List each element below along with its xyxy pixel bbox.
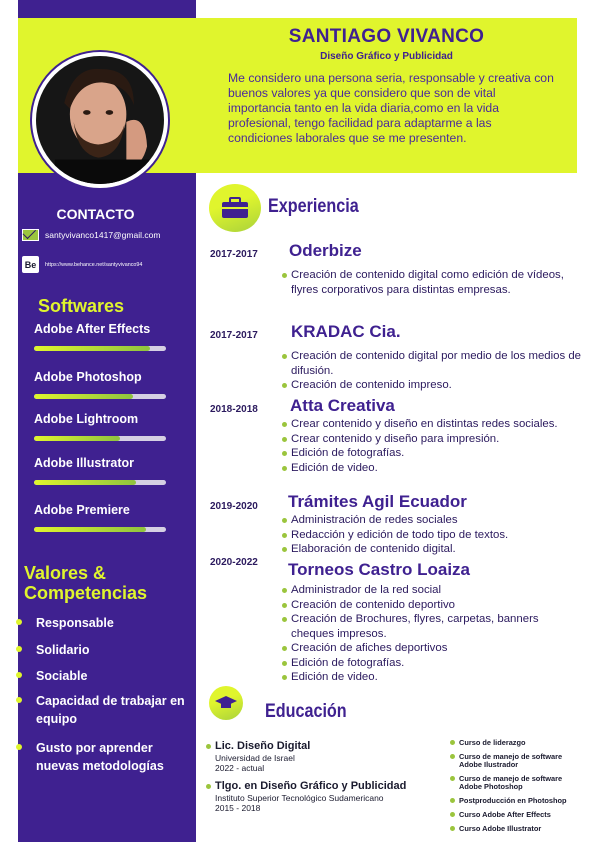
- skill-bar: [34, 394, 166, 399]
- bullet-icon: [16, 646, 22, 652]
- software-item: [34, 322, 174, 336]
- values-heading-line2: Competencias: [24, 583, 148, 603]
- software-name: Adobe Photoshop: [34, 370, 142, 384]
- job-task: Administración de redes sociales: [282, 513, 582, 528]
- email-icon: [22, 229, 39, 241]
- behance-icon: Be: [22, 256, 39, 273]
- skill-bar-fill: [34, 527, 146, 532]
- profile-photo: [32, 52, 168, 188]
- value-item: [16, 667, 191, 685]
- course-item: Curso de manejo de software Adobe Photoshop: [450, 775, 585, 791]
- job-task: Crear contenido y diseño para impresión.: [282, 432, 582, 447]
- software-name: Adobe Illustrator: [34, 456, 135, 470]
- job-task: Edición de fotografías.: [282, 656, 582, 671]
- job-task-list: [282, 513, 582, 557]
- software-name: Adobe Premiere: [34, 503, 130, 517]
- job-years: 2017-2017: [210, 249, 258, 260]
- email-row[interactable]: [22, 229, 160, 241]
- job-task: Administrador de la red social: [282, 583, 582, 598]
- job-task: Creación de contenido deportivo: [282, 598, 582, 613]
- value-item: [16, 739, 191, 775]
- course-list: [450, 739, 585, 839]
- degree-dates: 2015 - 2018: [215, 803, 261, 813]
- candidate-role: Diseño Gráfico y Publicidad: [320, 51, 453, 62]
- job-task: Crear contenido y diseño en distintas redes sociales.: [282, 417, 582, 432]
- job-task-list: [282, 268, 582, 297]
- value-text: Responsable: [36, 616, 114, 630]
- job-task-list: [282, 349, 582, 393]
- portrait-image: [36, 56, 164, 184]
- experience-heading: Experiencia: [268, 196, 359, 217]
- degree-item: [205, 740, 455, 773]
- bullet-icon: [16, 672, 22, 678]
- behance-row[interactable]: [22, 256, 142, 273]
- degree-item: [205, 780, 455, 813]
- job-task-list: [282, 417, 582, 475]
- values-heading: [24, 563, 147, 603]
- behance-link[interactable]: https://www.behance.net/santyvivanco94: [45, 261, 143, 268]
- values-heading-line1: Valores &: [24, 563, 107, 583]
- software-item: [34, 456, 174, 470]
- job-company: Torneos Castro Loaiza: [288, 560, 470, 579]
- degree-title: Lic. Diseño Digital: [205, 740, 455, 753]
- job-task-list: [282, 583, 582, 685]
- skill-bar: [34, 436, 166, 441]
- softwares-heading: Softwares: [38, 296, 125, 316]
- value-item: [16, 614, 191, 632]
- software-item: [34, 503, 174, 517]
- job-years: 2017-2017: [210, 330, 258, 341]
- job-company: KRADAC Cia.: [291, 322, 401, 341]
- about-text: Me considero una persona seria, responsable y creativa con buenos valores ya que considero que son de vital importancia tanto en la vida diaria,como en la vida profesional, tengo facilidad para adaptarme a las condiciones laborales que se me presenten.: [228, 71, 554, 145]
- job-task: Creación de contenido impreso.: [282, 378, 582, 393]
- software-name: Adobe After Effects: [34, 322, 151, 336]
- bullet-icon: [16, 744, 22, 750]
- job-company: Trámites Agil Ecuador: [288, 492, 467, 511]
- value-text: Solidario: [36, 643, 90, 657]
- job-task: Redacción y edición de todo tipo de textos.: [282, 528, 582, 543]
- job-task: Edición de video.: [282, 670, 582, 685]
- degree-school: Instituto Superior Tecnológico Sudamericano: [215, 793, 384, 803]
- contact-heading: CONTACTO: [56, 206, 135, 222]
- value-item: [16, 641, 191, 659]
- software-item: [34, 370, 174, 384]
- software-item: [34, 412, 174, 426]
- job-task: Edición de fotografías.: [282, 446, 582, 461]
- degree-dates: 2022 - actual: [215, 763, 265, 773]
- skill-bar: [34, 527, 166, 532]
- value-text: Sociable: [36, 669, 88, 683]
- job-task: Edición de video.: [282, 461, 582, 476]
- course-item: Curso de manejo de software Adobe Ilustrador: [450, 753, 585, 769]
- job-task: Creación de afiches deportivos: [282, 641, 582, 656]
- job-years: 2019-2020: [210, 501, 258, 512]
- job-task: Elaboración de contenido digital.: [282, 542, 582, 557]
- briefcase-icon: [209, 184, 261, 232]
- software-name: Adobe Lightroom: [34, 412, 139, 426]
- degree-school: Universidad de Israel: [215, 753, 295, 763]
- skill-bar-fill: [34, 480, 136, 485]
- job-task: Creación de contenido digital como edición de vídeos, flyres corporativos para distintas empresas.: [282, 268, 582, 297]
- skill-bar-fill: [34, 346, 150, 351]
- course-item: Curso Adobe Illustrator: [450, 825, 585, 833]
- bullet-icon: [16, 619, 22, 625]
- value-text: Gusto por aprender nuevas metodologías: [36, 741, 164, 773]
- job-years: 2018-2018: [210, 404, 258, 415]
- degree-title: Tlgo. en Diseño Gráfico y Publicidad: [205, 780, 455, 793]
- course-item: Curso de liderazgo: [450, 739, 585, 747]
- education-heading: Educación: [265, 701, 347, 722]
- value-item: [16, 692, 191, 728]
- bullet-icon: [16, 697, 22, 703]
- job-company: Oderbize: [289, 241, 362, 260]
- email-text[interactable]: santyvivanco1417@gmail.com: [45, 230, 161, 240]
- skill-bar: [34, 480, 166, 485]
- job-task: Creación de Brochures, flyres, carpetas, banners cheques impresos.: [282, 612, 582, 641]
- value-text: Capacidad de trabajar en equipo: [36, 694, 185, 726]
- skill-bar-fill: [34, 436, 120, 441]
- course-item: Curso Adobe After Effects: [450, 811, 585, 819]
- graduation-cap-icon: [209, 686, 243, 720]
- job-task: Creación de contenido digital por medio de los medios de difusión.: [282, 349, 582, 378]
- skill-bar: [34, 346, 166, 351]
- course-item: Postproducción en Photoshop: [450, 797, 585, 805]
- candidate-name: SANTIAGO VIVANCO: [288, 26, 485, 47]
- job-company: Atta Creativa: [290, 396, 395, 415]
- job-years: 2020-2022: [210, 557, 258, 568]
- skill-bar-fill: [34, 394, 133, 399]
